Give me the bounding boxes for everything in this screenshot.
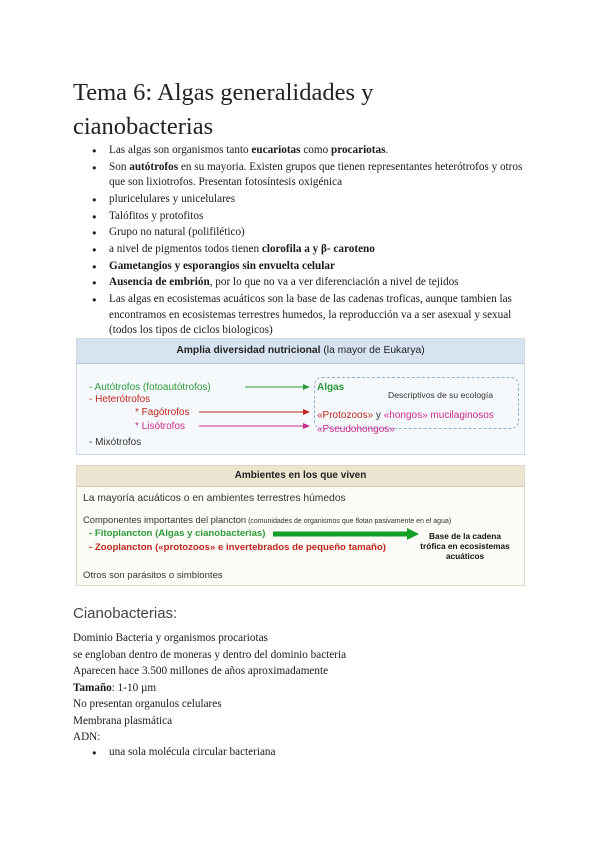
cianobacterias-lines (73, 630, 533, 746)
text-line: ADN: (73, 731, 101, 743)
bullet-item: ● Las algas en ecosistemas acuáticos son la base de las cadenas troficas, aunque tambien las encontramos en ecosistemas terrestres humedos, la reproducción va a ser asexual y sexual (todos los tipos de ciclos biologicos) (92, 292, 532, 339)
lisotrofos-label: * Lisótrofos (135, 421, 186, 432)
arrow-lisotrofos-head (303, 423, 310, 429)
descriptivos-label: Descriptivos de su ecología (388, 390, 494, 400)
environments-diagram (76, 465, 525, 586)
bullet-item: ● Son autótrofos en su mayoria. Existen grupos que tienen representantes heterótrofos y otros que son lixiotrofos. Presentan fotosíntesis oxigénica (92, 160, 532, 191)
algas-bullet-list (92, 143, 532, 340)
protozoos-hongos-label: «Protozoos» y «hongos» mucilaginosos (317, 410, 494, 421)
fitoplancton-label: - Fitoplancton (Algas y cianobacterias) (89, 528, 266, 539)
bullet-item: ● pluricelulares y unicelulares (92, 192, 532, 208)
mayoria-text: La mayoría acuáticos o en ambientes terrestres húmedos (83, 493, 346, 504)
arrow-autotrofos-head (303, 384, 310, 390)
adn-bullet-list (92, 745, 275, 761)
environments-diagram-header: Ambientes en los que viven (77, 466, 524, 487)
text-line: se engloban dentro de moneras y dentro del dominio bacteria (73, 648, 347, 661)
nutrition-diagram (76, 338, 525, 455)
bullet-item: ● a nivel de pigmentos todos tienen clorofila a y β- caroteno (92, 242, 532, 258)
autotrofos-label: - Autótrofos (fotoautótrofos) (89, 382, 211, 393)
text-line: Tamaño: 1-10 µm (73, 681, 157, 694)
algas-label: Algas (317, 382, 345, 393)
zooplancton-label: - Zooplancton («protozoos» e invertebrados de pequeño tamaño) (89, 542, 386, 553)
otros-text: Otros son parásitos o simbiontes (83, 570, 223, 581)
page-title: Tema 6: Algas generalidades y cianobacterias (73, 79, 374, 140)
nutrition-diagram-header: Amplia diversidad nutricional (la mayor de Eukarya) (77, 339, 524, 364)
fagotrofos-label: * Fagótrofos (135, 407, 190, 418)
base-cadena-text: Base de la cadena trófica en ecosistemas acuáticos (420, 531, 510, 561)
text-line: Dominio Bacteria y organismos procariotas (73, 632, 268, 644)
heterotrofos-label: - Heterótrofos (89, 394, 151, 405)
bullet-item: ● Las algas son organismos tanto eucariotas como procariotas. (92, 143, 532, 159)
componentes-text: Componentes importantes del plancton (comunidades de organismos que flotan pasivamente en el agua) (83, 514, 452, 525)
mixotrofos-label: - Mixótrofos (89, 437, 142, 448)
cianobacterias-heading: Cianobacterias: (73, 605, 178, 622)
text-line: No presentan organulos celulares (73, 698, 222, 710)
bullet-item: ● Talófitos y protofitos (92, 209, 532, 225)
text-line: Membrana plasmática (73, 714, 173, 727)
bullet-item: ● Ausencia de embrión, por lo que no va a ver diferenciación a nivel de tejidos (92, 275, 532, 291)
bullet-item: ● Grupo no natural (polifilético) (92, 225, 532, 241)
bullet-item: ● Gametangios y esporangios sin envuelta celular (92, 259, 532, 275)
text-line: Aparecen hace 3.500 millones de años aproximadamente (73, 665, 329, 677)
arrow-fagotrofos-head (303, 409, 310, 415)
bullet-item: ● una sola molécula circular bacteriana (92, 745, 275, 761)
pseudohongos-label: «Pseudohongos» (317, 424, 395, 435)
plancton-arrow (77, 466, 526, 587)
